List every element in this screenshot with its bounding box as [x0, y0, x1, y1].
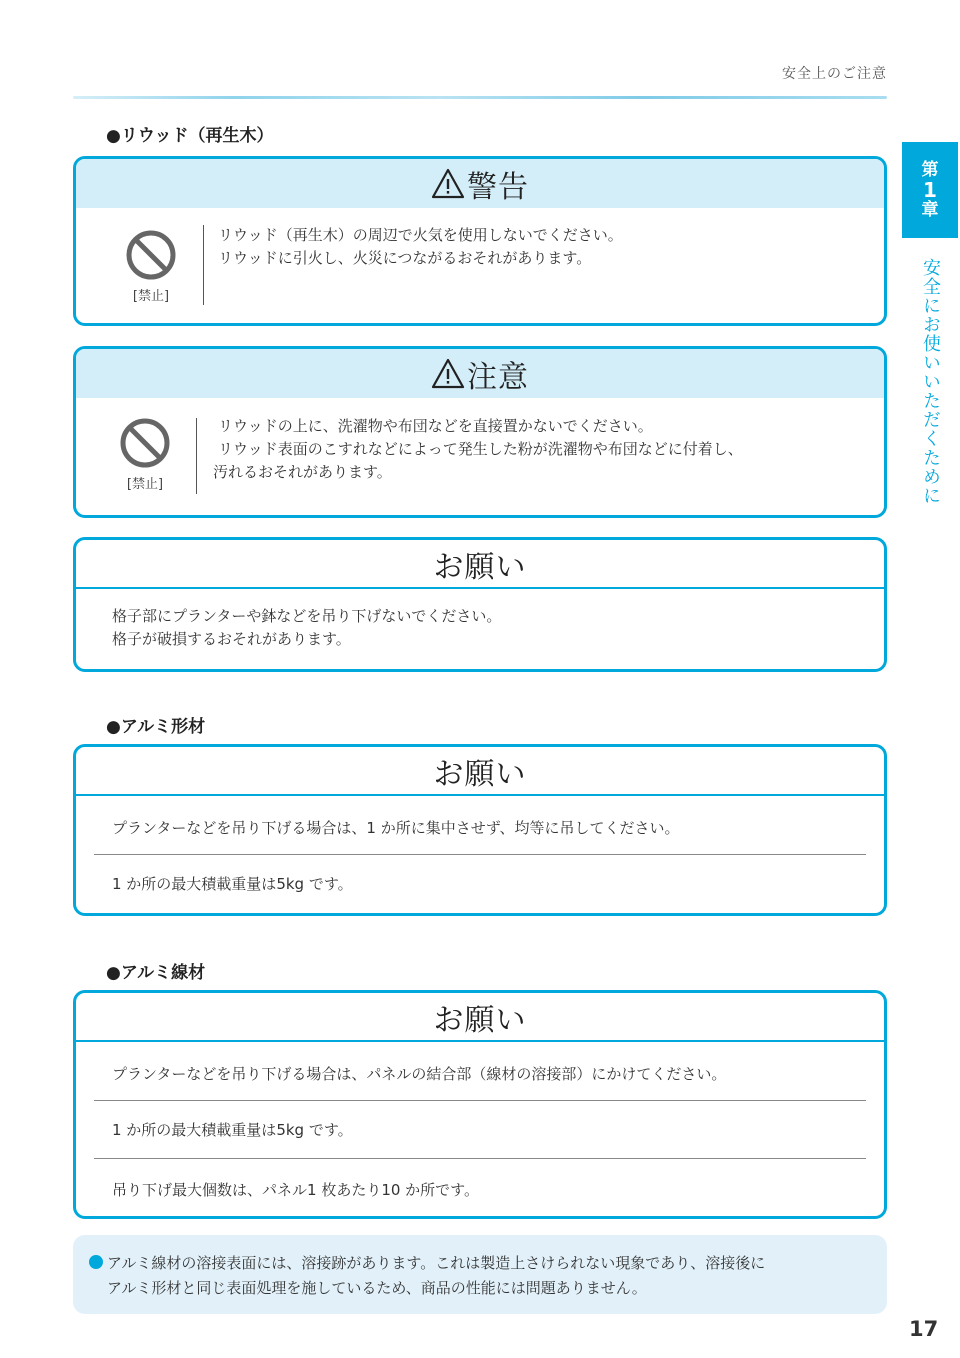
caution-box-body	[76, 398, 884, 515]
prohibit-label: [禁止]	[126, 477, 164, 492]
request-box-heading	[76, 993, 884, 1042]
note-text-2: アルミ形材と同じ表面処理を施しているため、商品の性能には問題ありません。	[107, 1279, 647, 1297]
caution-line: リウッドの上に、洗濯物や布団などを直接置かないでください。	[218, 417, 653, 435]
prohibit-icon-group	[76, 398, 214, 515]
prohibit-icon	[125, 229, 177, 281]
vertical-divider	[196, 418, 197, 494]
section-title-alumi-kei: ●アルミ形材	[106, 717, 206, 737]
info-note	[73, 1235, 887, 1314]
vertical-divider	[203, 225, 204, 305]
request-row: 1 か所の最大積載重量は5kg です。	[112, 875, 353, 893]
chapter-tab	[902, 142, 958, 238]
request-message	[76, 589, 884, 651]
warning-triangle-icon	[431, 358, 465, 390]
prohibit-label: [禁止]	[132, 289, 170, 304]
request-row: 吊り下げ最大個数は、パネル1 枚あたり10 か所です。	[112, 1181, 479, 1199]
request-row: プランターなどを吊り下げる場合は、1 か所に集中させず、均等に吊してください。	[112, 819, 680, 837]
chapter-tab-suffix: 章	[921, 200, 939, 220]
chapter-number: 1	[923, 178, 937, 202]
warning-box	[73, 156, 887, 326]
warning-heading-text: 警告	[467, 169, 529, 205]
prohibit-icon	[119, 417, 171, 469]
section-title-riwood: ●リウッド（再生木）	[106, 126, 274, 146]
page-number: 17	[909, 1317, 939, 1341]
request-box-heading	[76, 747, 884, 796]
request-heading-text: お願い	[433, 756, 527, 792]
caution-heading-text: 注意	[467, 359, 529, 395]
warning-triangle-icon	[431, 168, 465, 200]
chapter-tab-prefix: 第	[921, 160, 939, 180]
caution-line: リウッド表面のこすれなどによって発生した粉が洗濯物や布団などに付着し、	[218, 440, 743, 458]
warning-message	[218, 224, 623, 270]
caution-box-heading	[76, 349, 884, 398]
request-box-heading	[76, 540, 884, 589]
warning-box-body	[76, 208, 884, 323]
request-heading-text: お願い	[433, 549, 527, 585]
request-row: プランターなどを吊り下げる場合は、パネルの結合部（線材の溶接部）にかけてください。	[112, 1065, 727, 1083]
warning-line: リウッド（再生木）の周辺で火気を使用しないでください。	[218, 226, 623, 244]
request-box-alumi-kei	[73, 744, 887, 916]
section-title-alumi-sen: ●アルミ線材	[106, 963, 206, 983]
request-box-alumi-sen	[73, 990, 887, 1219]
caution-box	[73, 346, 887, 518]
note-line-1	[89, 1251, 887, 1276]
warning-line: リウッドに引火し、火災につながるおそれがあります。	[218, 249, 592, 267]
page-header-title: 安全上のご注意	[782, 66, 887, 82]
request-line: 格子部にプランターや鉢などを吊り下げないでください。	[112, 607, 502, 625]
request-box-riwood	[73, 537, 887, 672]
request-row: 1 か所の最大積載重量は5kg です。	[112, 1121, 353, 1139]
request-heading-text: お願い	[433, 1002, 527, 1038]
warning-box-heading	[76, 159, 884, 208]
chapter-side-label: 安全にお使いいただくために	[920, 258, 941, 505]
caution-message	[213, 415, 743, 484]
bullet-dot-icon	[89, 1255, 103, 1269]
caution-line: 汚れるおそれがあります。	[213, 463, 392, 481]
request-line: 格子が破損するおそれがあります。	[112, 630, 351, 648]
note-text-1: アルミ線材の溶接表面には、溶接跡があります。これは製造上さけられない現象であり、溶接後に	[107, 1254, 766, 1272]
header-divider	[73, 96, 887, 99]
